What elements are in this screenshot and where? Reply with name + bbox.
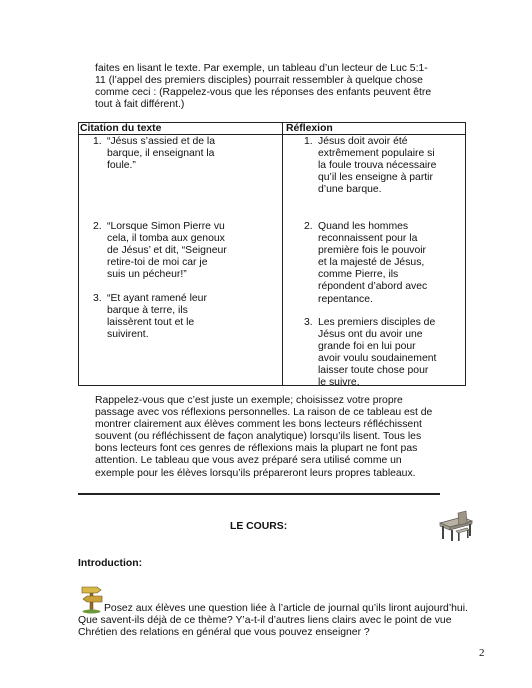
school-desk-icon bbox=[436, 509, 476, 543]
text-line: de Jésus’ et dit, “Seigneur bbox=[107, 245, 227, 257]
text-line: Jésus doit avoir été bbox=[318, 136, 408, 147]
text-line: 11 (l’appel des premiers disciples) pourrait ressembler à quelque chose bbox=[95, 75, 423, 87]
item-number: 1. bbox=[304, 136, 313, 147]
text-line: grande foi en lui pour bbox=[318, 341, 416, 353]
text-line: barque à terre, ils bbox=[107, 305, 188, 317]
section-divider bbox=[78, 493, 440, 495]
text-line: comme Pierre, ils bbox=[318, 269, 399, 281]
text-line: qu’il les enseigne à partir bbox=[318, 172, 433, 184]
text-line: cela, il tomba aux genoux bbox=[107, 233, 225, 245]
text-line: montrer clairement aux élèves comment les bons lecteurs réfléchissent bbox=[95, 419, 422, 431]
introduction-heading: Introduction: bbox=[78, 558, 143, 569]
text-line: Que savent-ils déjà de ce thème? Y’a-t-il d’autres liens clairs avec le point de vue bbox=[78, 615, 452, 627]
text-line: avoir voulu soudainement bbox=[318, 353, 437, 365]
text-line: foule.” bbox=[107, 160, 136, 172]
note-paragraph bbox=[95, 395, 463, 480]
text-line: barque, il enseignant la bbox=[107, 148, 215, 160]
header-reflection: Réflexion bbox=[286, 123, 333, 134]
text-line-content: Posez aux élèves une question liée à l’article de journal qu’ils liront aujourd’hui. bbox=[104, 603, 468, 614]
intro-paragraph bbox=[95, 63, 465, 111]
text-line: Rappelez-vous que c’est juste un exemple; choisissez votre propre bbox=[95, 395, 403, 406]
text-line: suivirent. bbox=[107, 329, 149, 341]
text-line: extrêmement populaire si bbox=[318, 148, 435, 160]
text-line: exemple pour les élèves lorsqu’ils prépareront leurs propres tableaux. bbox=[95, 467, 416, 479]
text-line: le suivre. bbox=[318, 377, 360, 389]
introduction-body bbox=[78, 603, 478, 639]
text-line: la foule trouva nécessaire bbox=[318, 160, 437, 172]
text-line: faites en lisant le texte. Par exemple, un tableau d’un lecteur de Luc 5:1- bbox=[95, 63, 428, 74]
text-line: répondent d’abord avec bbox=[318, 281, 428, 293]
text-line: tout à fait différent.) bbox=[95, 99, 185, 111]
text-line: laisser toute chose pour bbox=[318, 365, 429, 377]
item-number: 3. bbox=[93, 293, 102, 304]
text-line: souvent (ou réfléchissent de façon analytique) lorsqu’ils lisent. Tous les bbox=[95, 431, 422, 443]
text-line: d’une barque. bbox=[318, 184, 382, 196]
text-line: laissèrent tout et le bbox=[107, 317, 195, 329]
text-line: “Lorsque Simon Pierre vu bbox=[107, 221, 225, 232]
text-line: passage avec vos réflexions personnelles. La raison de ce tableau est de bbox=[95, 407, 433, 419]
text-line: repentance. bbox=[318, 293, 373, 305]
text-line: Chrétien des relations en général que vous pouvez enseigner ? bbox=[78, 627, 370, 639]
citation-reflection-table bbox=[78, 122, 466, 389]
section-title: LE COURS: bbox=[230, 521, 288, 532]
item-number: 2. bbox=[93, 221, 102, 232]
text-line: première fois le pouvoir bbox=[318, 245, 426, 257]
text-line bbox=[78, 603, 478, 615]
page-number: 2 bbox=[479, 647, 485, 659]
header-citation: Citation du texte bbox=[80, 123, 162, 134]
text-line: “Jésus s’assied et de la bbox=[107, 136, 216, 147]
item-number: 1. bbox=[93, 136, 102, 147]
text-line: attention. Le tableau que vous avez préparé sera utilisé comme un bbox=[95, 455, 402, 467]
text-line: comme ceci : (Rappelez-vous que les réponses des enfants peuvent être bbox=[95, 87, 432, 99]
text-line: Quand les hommes bbox=[318, 221, 409, 232]
item-number: 3. bbox=[304, 317, 313, 328]
text-line: suis un pécheur!” bbox=[107, 269, 187, 281]
text-line: retire-toi de moi car je bbox=[107, 257, 208, 269]
table-column-divider bbox=[282, 123, 283, 385]
text-line: Les premiers disciples de bbox=[318, 317, 436, 328]
item-number: 2. bbox=[304, 221, 313, 232]
text-line: reconnaissent pour la bbox=[318, 233, 418, 245]
text-line: Jésus ont du avoir une bbox=[318, 329, 423, 341]
text-line: bons lecteurs font ces genres de réflexions mais la plupart ne font pas bbox=[95, 443, 418, 455]
text-line: “Et ayant ramené leur bbox=[107, 293, 207, 304]
text-line: et la majesté de Jésus, bbox=[318, 257, 425, 269]
